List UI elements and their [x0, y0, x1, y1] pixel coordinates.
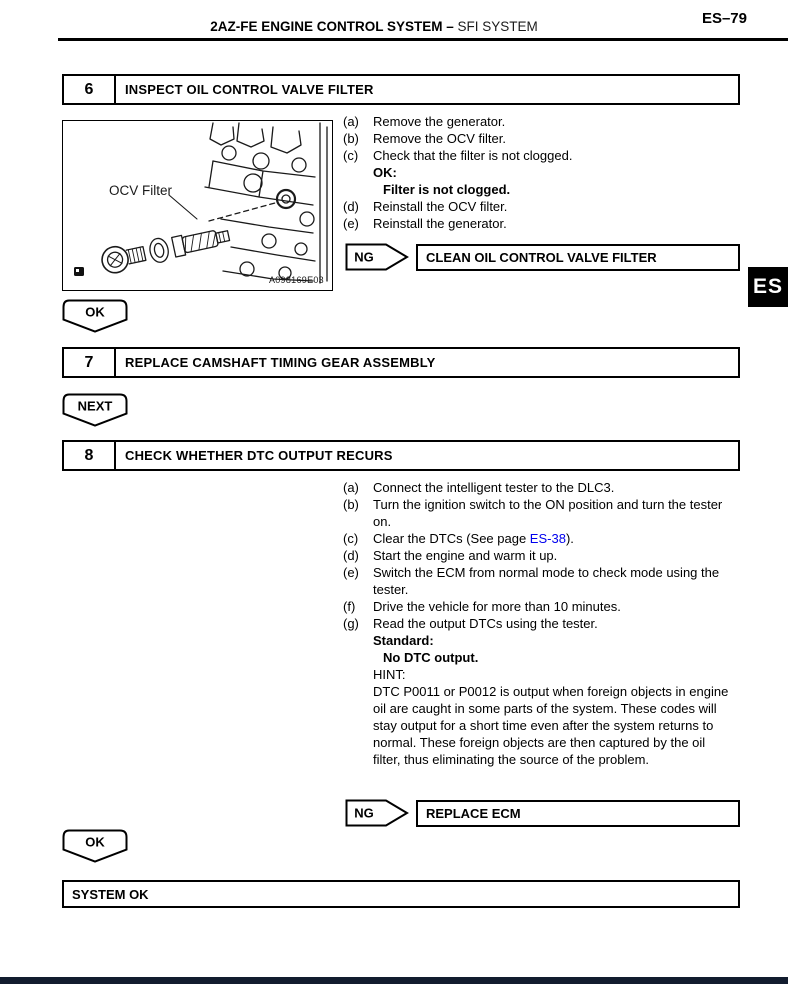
ok-connector-label: OK [85, 304, 105, 320]
list-item [343, 130, 733, 147]
system-ok-box: SYSTEM OK [62, 880, 740, 908]
header-rule [58, 38, 788, 41]
ng-label: NG [354, 249, 374, 265]
hint-heading: HINT: [373, 667, 406, 682]
step8-instructions [343, 479, 733, 768]
step8-ng-action: REPLACE ECM [416, 800, 740, 827]
item-text: Read the output DTCs using the tester. [373, 616, 598, 631]
step6-title: INSPECT OIL CONTROL VALVE FILTER [125, 82, 374, 97]
ocv-filter-figure [62, 120, 333, 291]
step8-ng-row [345, 799, 740, 827]
item-text: Drive the vehicle for more than 10 minutes. [373, 599, 621, 614]
list-item [343, 598, 733, 615]
ok-connector-icon [62, 299, 128, 333]
list-item [343, 215, 733, 232]
standard-heading: Standard: [373, 633, 434, 648]
standard-value: No DTC output. [383, 650, 479, 665]
item-marker: (b) [343, 497, 359, 512]
list-item [343, 530, 733, 547]
list-item [343, 147, 733, 164]
header-dash: – [446, 19, 454, 34]
step7-title: REPLACE CAMSHAFT TIMING GEAR ASSEMBLY [125, 355, 436, 370]
step6-ng-row [345, 243, 740, 271]
item-text: Connect the intelligent tester to the DLC3. [373, 480, 615, 495]
list-item [343, 479, 733, 496]
ok-connector-icon [62, 829, 128, 863]
item-text: Switch the ECM from normal mode to check mode using the tester. [373, 565, 720, 597]
section-tab-es: ES [748, 267, 788, 307]
header-subsystem-title: SFI SYSTEM [457, 19, 538, 34]
item-marker: (a) [343, 480, 359, 495]
item-text: Start the engine and warm it up. [373, 548, 558, 563]
list-item [343, 496, 733, 530]
item-text-suffix: ). [565, 531, 574, 546]
item-text: Check that the filter is not clogged. [373, 148, 573, 163]
step8-number: 8 [64, 442, 116, 469]
item-marker: (a) [343, 114, 359, 129]
item-text: Reinstall the generator. [373, 216, 507, 231]
page-bottom-bar [0, 977, 788, 984]
hint-text: DTC P0011 or P0012 is output when foreign objects in engine oil are caught in some parts of the system. These codes will stay output for a short time even after the system returns to normal. These foreign objects are then captured by the oil filter, thus eliminating the source of the problem. [373, 684, 729, 767]
ocv-filter-illustration [63, 121, 330, 288]
ok-connector-label: OK [85, 834, 105, 850]
next-connector-label: NEXT [77, 398, 113, 414]
step7-number: 7 [64, 349, 116, 376]
figure-marker-icon [74, 267, 84, 276]
step8-title: CHECK WHETHER DTC OUTPUT RECURS [125, 448, 393, 463]
item-text: Turn the ignition switch to the ON position and turn the tester on. [373, 497, 723, 529]
step6-header [62, 74, 740, 105]
page-number: ES–79 [701, 10, 747, 27]
item-marker: (f) [343, 599, 356, 614]
item-text: Reinstall the OCV filter. [373, 199, 508, 214]
item-text: Remove the OCV filter. [373, 131, 506, 146]
ng-arrow-icon [345, 243, 409, 271]
item-text [373, 530, 733, 547]
list-item [343, 113, 733, 130]
ok-value: Filter is not clogged. [383, 182, 511, 197]
item-marker: (c) [343, 531, 359, 546]
ok-heading: OK: [373, 165, 397, 180]
step6-number: 6 [64, 76, 116, 103]
item-marker: (e) [343, 216, 359, 231]
header-system-title: 2AZ-FE ENGINE CONTROL SYSTEM [210, 19, 443, 34]
list-item [343, 564, 733, 598]
page-header [0, 19, 748, 34]
step6-instructions [343, 113, 733, 232]
figure-part-label: OCV Filter [109, 183, 173, 198]
next-connector-icon [62, 393, 128, 427]
item-text: Remove the generator. [373, 114, 506, 129]
figure-reference-code: A098169E03 [268, 275, 324, 285]
step7-header [62, 347, 740, 378]
list-item [343, 615, 733, 632]
ng-arrow-icon [345, 799, 409, 827]
item-text-prefix: Clear the DTCs (See page [373, 531, 530, 546]
step6-ng-action: CLEAN OIL CONTROL VALVE FILTER [416, 244, 740, 271]
ng-label: NG [354, 805, 374, 821]
item-marker: (e) [343, 565, 359, 580]
item-marker: (b) [343, 131, 359, 146]
page-reference-link[interactable]: ES-38 [529, 531, 566, 546]
list-item [343, 198, 733, 215]
item-marker: (d) [343, 548, 359, 563]
step8-header [62, 440, 740, 471]
item-marker: (d) [343, 199, 359, 214]
item-marker: (c) [343, 148, 359, 163]
item-marker: (g) [343, 616, 359, 631]
list-item [343, 547, 733, 564]
